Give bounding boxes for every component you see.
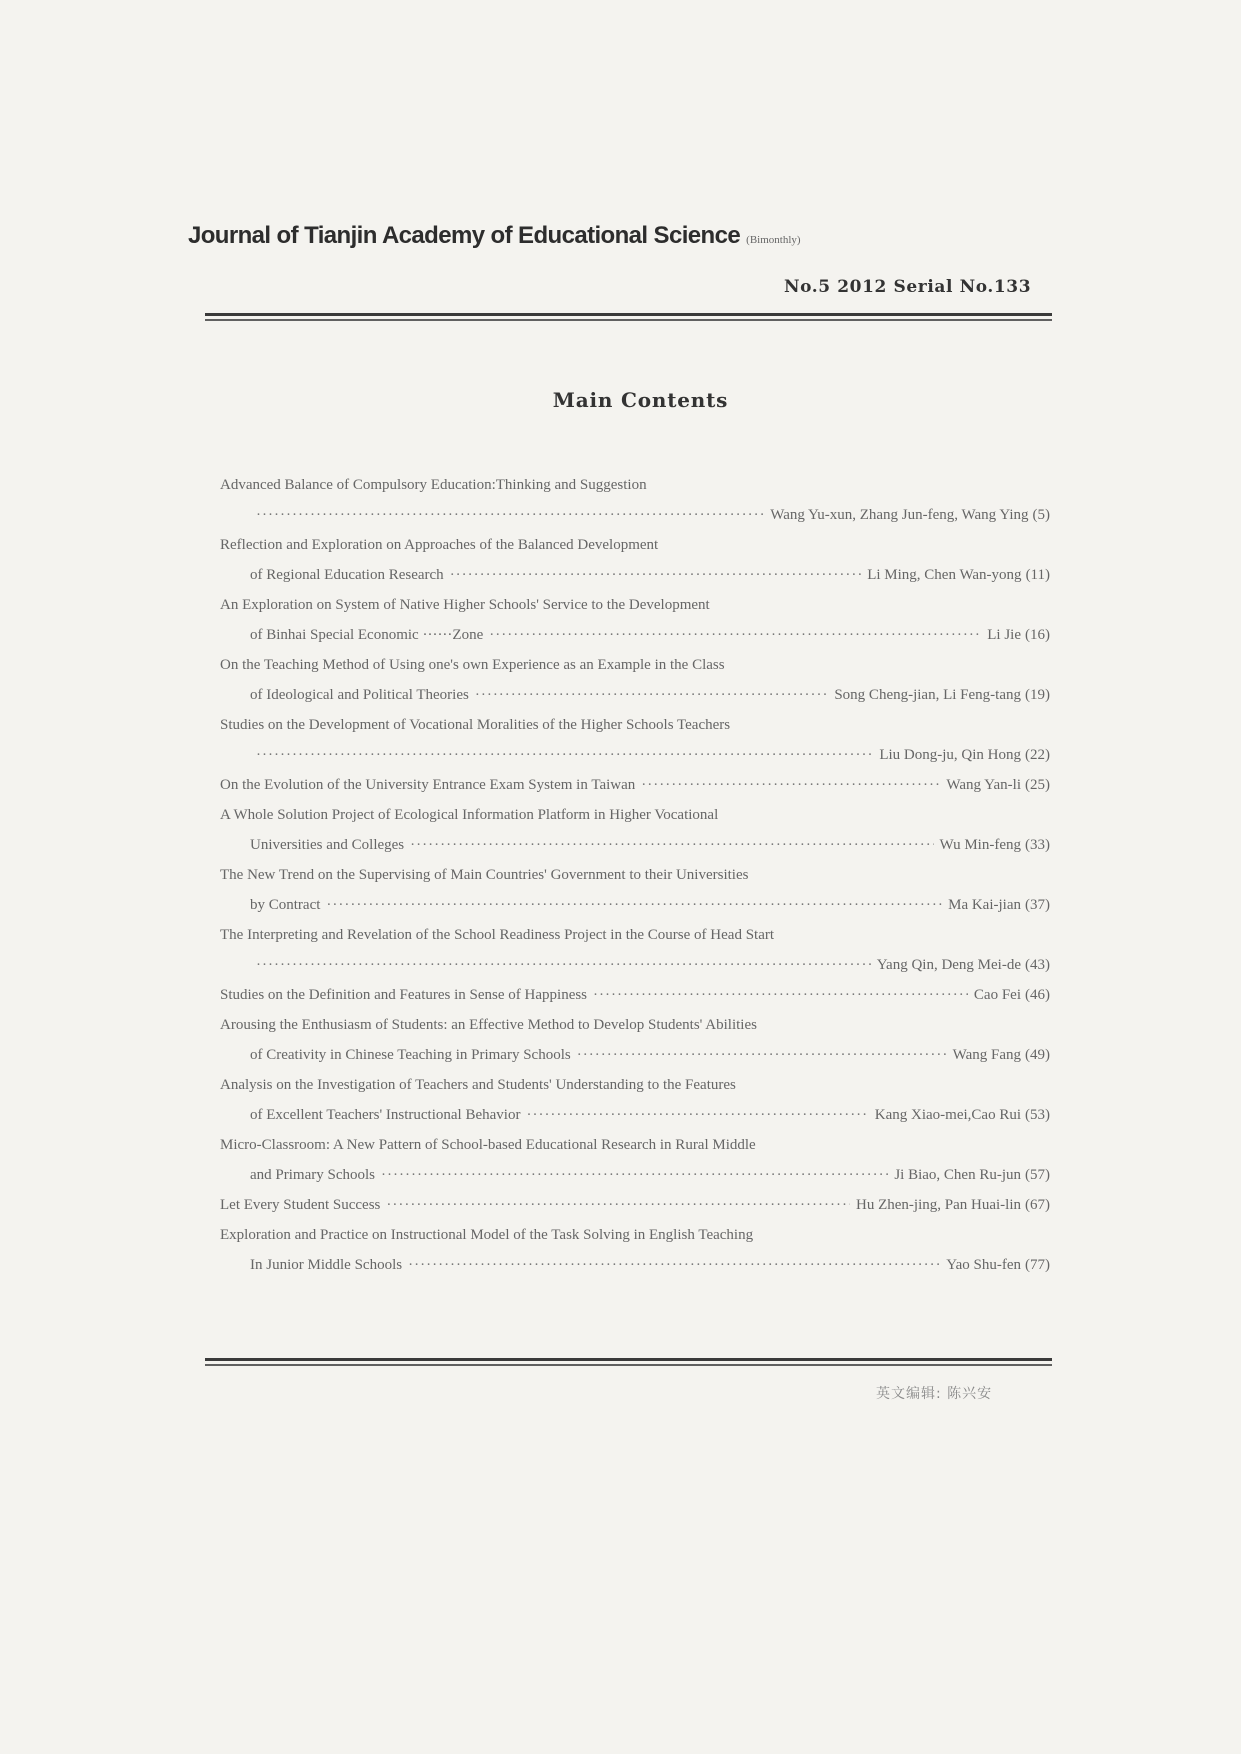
toc-entry [220, 980, 1050, 1010]
journal-title-text: Journal of Tianjin Academy of Educational Science [188, 222, 741, 249]
toc-entry [220, 1010, 1050, 1070]
toc-entry-reference-line [220, 980, 1050, 1010]
toc-entry-title-tail: Universities and Colleges [250, 837, 405, 853]
toc-entry-authors: Wang Yu-xun, Zhang Jun-feng, Wang Ying [770, 507, 1029, 523]
toc-entry-reference-line [220, 1100, 1050, 1130]
contents-heading: Main Contents [552, 388, 729, 412]
toc-entry-title: An Exploration on System of Native Higher Schools' Service to the Development [220, 597, 710, 613]
toc-entry-ref [940, 830, 1050, 860]
dot-leader [450, 560, 862, 590]
toc-entry-reference-line [220, 620, 1050, 650]
toc-entry-page: (25) [1025, 777, 1050, 793]
toc-entry-title-tail: In Junior Middle Schools [250, 1257, 403, 1273]
toc-entry-title-tail: On the Evolution of the University Entrance Exam System in Taiwan [220, 777, 636, 793]
toc-entry-title-tail: of Creativity in Chinese Teaching in Primary Schools [250, 1047, 571, 1063]
dot-leader [475, 680, 829, 710]
toc-entry [220, 1220, 1050, 1280]
toc-entry-authors: Liu Dong-ju, Qin Hong [879, 747, 1021, 763]
toc-entry-ref [946, 1250, 1050, 1280]
toc-entry-title: Reflection and Exploration on Approaches of the Balanced Development [220, 537, 659, 553]
toc-entry [220, 800, 1050, 860]
toc-entry [220, 470, 1050, 530]
toc-entry-authors: Li Jie [987, 627, 1021, 643]
toc-entry-ref [987, 620, 1050, 650]
dot-leader [326, 890, 942, 920]
toc-entry-title-tail: and Primary Schools [250, 1167, 375, 1183]
toc-entry-ref [867, 560, 1050, 590]
toc-entry [220, 590, 1050, 650]
toc-entry-authors: Ma Kai-jian [948, 897, 1021, 913]
toc-entry-ref [974, 980, 1050, 1010]
toc-entry-authors: Wang Fang [952, 1047, 1021, 1063]
dot-leader [526, 1100, 868, 1130]
issue-number: No.5 2012 Serial No.133 [784, 277, 1032, 297]
toc-entry-reference-line [220, 1040, 1050, 1070]
toc-entry-title: The Interpreting and Revelation of the School Readiness Project in the Course of Head Start [220, 927, 775, 943]
toc-entry-reference-line [220, 1160, 1050, 1190]
toc-entry-title-tail: Studies on the Definition and Features in Sense of Happiness [220, 987, 588, 1003]
toc-entry-ref [946, 770, 1050, 800]
toc-entry-page: (43) [1025, 957, 1050, 973]
toc-entry-page: (57) [1025, 1167, 1050, 1183]
toc-entry-authors: Song Cheng-jian, Li Feng-tang [834, 687, 1021, 703]
toc-entry-reference-line [220, 1250, 1050, 1280]
dot-leader [577, 1040, 947, 1070]
toc-entry-authors: Wu Min-feng [939, 837, 1021, 853]
footer-rule-thick [205, 1358, 1052, 1361]
toc-entry-title: A Whole Solution Project of Ecological Information Platform in Higher Vocational [220, 807, 719, 823]
toc-entry-page: (19) [1025, 687, 1050, 703]
toc-entry-reference-line [220, 560, 1050, 590]
toc-entry-reference-line [220, 500, 1050, 530]
toc-entry-ref [856, 1190, 1050, 1220]
toc-entry-page: (5) [1032, 507, 1050, 523]
toc-entry-title: Micro-Classroom: A New Pattern of School-based Educational Research in Rural Middle [220, 1137, 756, 1153]
toc-entry [220, 710, 1050, 770]
toc-entry [220, 1130, 1050, 1190]
toc-entry-page: (37) [1025, 897, 1050, 913]
toc-entry-authors: Yang Qin, Deng Mei-de [876, 957, 1021, 973]
table-of-contents [220, 470, 1050, 1280]
dot-leader [256, 950, 871, 980]
toc-entry-title-tail: of Excellent Teachers' Instructional Behavior [250, 1107, 521, 1123]
toc-entry-ref [948, 890, 1050, 920]
toc-entry-page: (33) [1025, 837, 1050, 853]
toc-entry-authors: Wang Yan-li [946, 777, 1021, 793]
toc-entry [220, 1070, 1050, 1130]
toc-entry-page: (53) [1025, 1107, 1050, 1123]
header-rule-thick [205, 313, 1052, 316]
toc-entry-page: (77) [1025, 1257, 1050, 1273]
toc-entry-authors: Cao Fei [973, 987, 1021, 1003]
toc-entry-page: (11) [1025, 567, 1050, 583]
frequency-label: (Bimonthly) [746, 234, 801, 246]
dot-leader [489, 620, 981, 650]
toc-entry-title: Analysis on the Investigation of Teachers and Students' Understanding to the Features [220, 1077, 736, 1093]
dot-leader [381, 1160, 888, 1190]
toc-entry-authors: Yao Shu-fen [946, 1257, 1021, 1273]
toc-entry [220, 920, 1050, 980]
toc-entry-ref [877, 950, 1050, 980]
dot-leader [386, 1190, 850, 1220]
toc-entry-title-tail: of Regional Education Research [250, 567, 444, 583]
toc-entry [220, 530, 1050, 590]
toc-entry-reference-line [220, 740, 1050, 770]
dot-leader [410, 830, 933, 860]
toc-entry [220, 650, 1050, 710]
toc-entry-title: Arousing the Enthusiasm of Students: an Effective Method to Develop Students' Abilities [220, 1017, 757, 1033]
toc-entry-page: (16) [1025, 627, 1050, 643]
toc-entry-title: Advanced Balance of Compulsory Education:Thinking and Suggestion [220, 477, 647, 493]
dot-leader [641, 770, 940, 800]
toc-entry-page: (49) [1025, 1047, 1050, 1063]
dot-leader [408, 1250, 940, 1280]
toc-entry-ref [953, 1040, 1050, 1070]
toc-entry-reference-line [220, 680, 1050, 710]
toc-entry-title: The New Trend on the Supervising of Main Countries' Government to their Universities [220, 867, 749, 883]
toc-entry-title: On the Teaching Method of Using one's own Experience as an Example in the Class [220, 657, 725, 673]
toc-entry-title-tail: Let Every Student Success [220, 1197, 381, 1213]
toc-entry-authors: Kang Xiao-mei,Cao Rui [874, 1107, 1021, 1123]
dot-leader [256, 500, 764, 530]
footer-rule-thin [205, 1364, 1052, 1366]
toc-entry-title: Exploration and Practice on Instructional Model of the Task Solving in English Teaching [220, 1227, 754, 1243]
toc-entry-authors: Hu Zhen-jing, Pan Huai-lin [856, 1197, 1021, 1213]
toc-entry-authors: Ji Biao, Chen Ru-jun [894, 1167, 1021, 1183]
dot-leader [256, 740, 873, 770]
toc-entry-ref [875, 1100, 1050, 1130]
journal-title [188, 222, 801, 250]
dot-leader [593, 980, 968, 1010]
toc-entry-ref [834, 680, 1050, 710]
toc-entry-ref [879, 740, 1050, 770]
toc-entry-ref [894, 1160, 1050, 1190]
toc-entry [220, 860, 1050, 920]
toc-entry-page: (46) [1025, 987, 1050, 1003]
english-editor-credit: 英文编辑: 陈兴安 [876, 1386, 993, 1402]
toc-entry-reference-line [220, 950, 1050, 980]
header-rule-thin [205, 319, 1052, 321]
toc-entry-reference-line [220, 770, 1050, 800]
toc-entry-title-tail: of Ideological and Political Theories [250, 687, 469, 703]
toc-entry-page: (22) [1025, 747, 1050, 763]
toc-entry-title: Studies on the Development of Vocational Moralities of the Higher Schools Teachers [220, 717, 731, 733]
toc-entry-title-tail: by Contract [250, 897, 321, 913]
toc-entry-title-tail: of Binhai Special Economic ······Zone [250, 627, 484, 643]
toc-entry [220, 1190, 1050, 1220]
toc-entry-page: (67) [1025, 1197, 1050, 1213]
toc-entry-ref [770, 500, 1050, 530]
toc-entry [220, 770, 1050, 800]
toc-entry-authors: Li Ming, Chen Wan-yong [867, 567, 1022, 583]
toc-entry-reference-line [220, 1190, 1050, 1220]
toc-entry-reference-line [220, 830, 1050, 860]
toc-entry-reference-line [220, 890, 1050, 920]
